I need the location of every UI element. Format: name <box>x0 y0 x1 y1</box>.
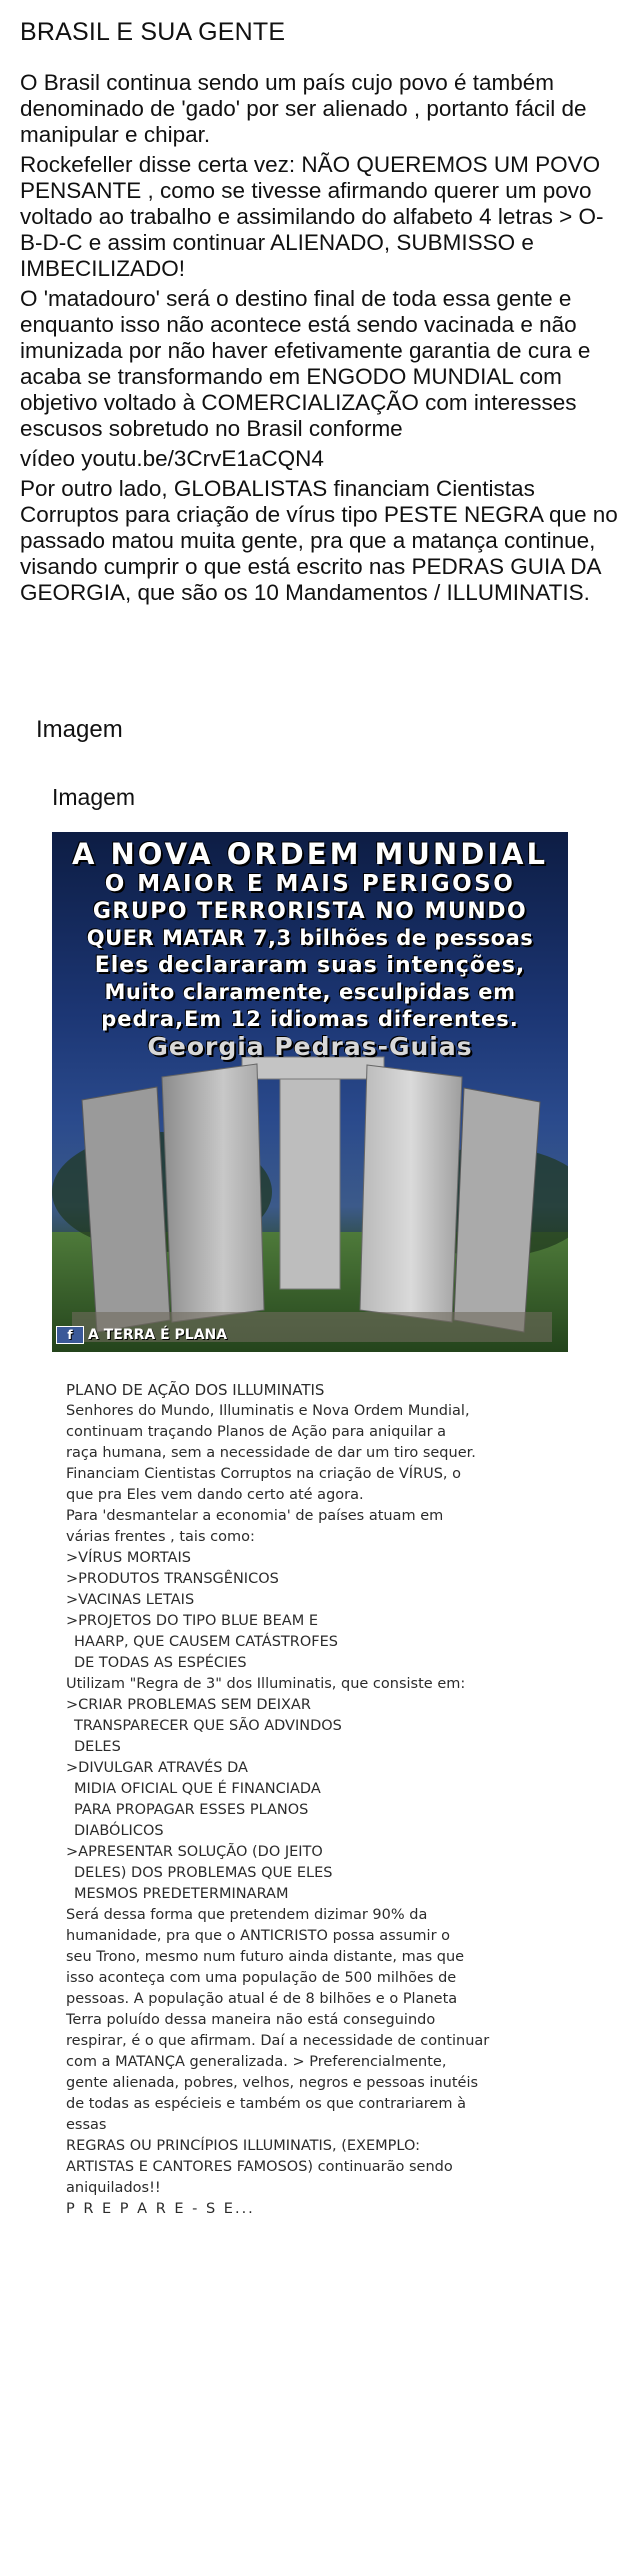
plan-line: PARA PROPAGAR ESSES PLANOS <box>74 1802 309 1818</box>
plan-line: com a MATANÇA generalizada. > Preferencialmente, <box>66 2054 447 2070</box>
paragraph-matadouro: O 'matadouro' será o destino final de toda essa gente e enquanto isso não acontece está sendo vacinada e não imunizada por não haver efetivamente garantia de cura e acaba se transformando em ENGODO MUNDIAL com objetivo voltado à COMERCIALIZAÇÃO com interesses escusos sobretudo no Brasil conforme <box>20 286 591 441</box>
plan-line: DELES <box>74 1739 121 1755</box>
plan-line: pessoas. A população atual é de 8 bilhões e o Planeta <box>66 1991 458 2007</box>
plan-line: Para 'desmantelar a economia' de países atuam em <box>66 1508 444 1524</box>
plan-line: Senhores do Mundo, Illuminatis e Nova Ordem Mundial, <box>66 1403 470 1419</box>
poster-line-6: Muito claramente, esculpidas em <box>104 980 516 1004</box>
paragraph-brasil: O Brasil continua sendo um país cujo povo é também denominado de 'gado' por ser alienado , portanto fácil de manipular e chipar. <box>20 70 587 147</box>
plan-line: >DIVULGAR ATRAVÉS DA <box>66 1760 248 1776</box>
plan-line: raça humana, sem a necessidade de dar um tiro sequer. <box>66 1445 476 1461</box>
plan-line: Terra poluído dessa maneira não está conseguindo <box>66 2012 436 2028</box>
video-link[interactable]: vídeo youtu.be/3CrvE1aCQN4 <box>20 446 324 471</box>
poster-line-7: pedra,Em 12 idiomas diferentes. <box>101 1007 519 1031</box>
paragraph-rockefeller: Rockefeller disse certa vez: NÃO QUEREMOS UM POVO PENSANTE , como se tivesse afirmando querer um povo voltado ao trabalho e assimilando do alfabeto 4 letras > O-B-D-C e assim continuar ALIENADO, SUBMISSO e IMBECILIZADO! <box>20 152 604 281</box>
plan-line: gente alienada, pobres, velhos, negros e pessoas inutéis <box>66 2075 479 2091</box>
plan-line: >VACINAS LETAIS <box>66 1592 195 1608</box>
poster-line-8: Georgia Pedras-Guias <box>147 1032 473 1061</box>
plan-line: isso aconteça com uma população de 500 milhões de <box>66 1970 457 1986</box>
poster-line-4: QUER MATAR 7,3 bilhões de pessoas <box>86 926 534 950</box>
post-body <box>20 70 625 610</box>
poster-line-3: GRUPO TERRORISTA NO MUNDO <box>92 899 528 924</box>
georgia-guidestones-poster <box>52 832 568 1352</box>
poster-line-2: O MAIOR E MAIS PERIGOSO <box>104 871 516 897</box>
paragraph-globalistas: Por outro lado, GLOBALISTAS financiam Cientistas Corruptos para criação de vírus tipo PESTE NEGRA que no passado matou muita gente, pra que a matança continue, visando cumprir o que está escrito nas PEDRAS GUIA DA GEORGIA, que são os 10 Mandamentos / ILLUMINATIS. <box>20 476 618 605</box>
plan-line: que pra Eles vem dando certo até agora. <box>66 1487 364 1503</box>
poster-watermark <box>56 1326 227 1344</box>
plan-line: MESMOS PREDETERMINARAM <box>74 1886 289 1902</box>
plan-line: humanidade, pra que o ANTICRISTO possa assumir o <box>66 1928 451 1944</box>
plan-line: DIABÓLICOS <box>74 1823 164 1839</box>
plan-line: >APRESENTAR SOLUÇÃO (DO JEITO <box>66 1844 323 1860</box>
prepare-line: P R E P A R E - S E... <box>66 2201 255 2217</box>
post-title: BRASIL E SUA GENTE <box>20 18 286 46</box>
image-label-2: Imagem <box>52 784 136 810</box>
plan-line: DELES) DOS PROBLEMAS QUE ELES <box>74 1865 333 1881</box>
plan-line: >CRIAR PROBLEMAS SEM DEIXAR <box>66 1697 311 1713</box>
plan-line: ARTISTAS E CANTORES FAMOSOS) continuarão sendo <box>66 2159 453 2175</box>
plan-line: seu Trono, mesmo num futuro ainda distante, mas que <box>66 1949 465 1965</box>
plan-line: TRANSPARECER QUE SÃO ADVINDOS <box>74 1718 342 1734</box>
plan-line: >PRODUTOS TRANSGÊNICOS <box>66 1571 279 1587</box>
plan-line: REGRAS OU PRINCÍPIOS ILLUMINATIS, (EXEMPLO: <box>66 2138 420 2154</box>
plan-line: MIDIA OFICIAL QUE É FINANCIADA <box>74 1781 321 1797</box>
plan-document <box>66 1380 506 2220</box>
plan-line: DE TODAS AS ESPÉCIES <box>74 1655 247 1671</box>
poster-caption <box>52 838 568 1060</box>
poster-line-1: A NOVA ORDEM MUNDIAL <box>72 837 548 871</box>
plan-line: >VÍRUS MORTAIS <box>66 1550 191 1566</box>
watermark-text: A TERRA É PLANA <box>88 1327 228 1343</box>
image-label-1: Imagem <box>36 716 123 743</box>
facebook-icon: f <box>56 1326 84 1344</box>
plan-line: Utilizam "Regra de 3" dos Illuminatis, que consiste em: <box>66 1676 466 1692</box>
plan-line: essas <box>66 2117 107 2133</box>
plan-line: várias frentes , tais como: <box>66 1529 255 1545</box>
plan-line: respirar, é o que afirmam. Daí a necessidade de continuar <box>66 2033 490 2049</box>
plan-line: Será dessa forma que pretendem dizimar 90% da <box>66 1907 428 1923</box>
plan-line: >PROJETOS DO TIPO BLUE BEAM E <box>66 1613 318 1629</box>
plan-line: continuam traçando Planos de Ação para aniquilar a <box>66 1424 447 1440</box>
plan-line: de todas as espécieis e também os que contrariarem à <box>66 2096 466 2112</box>
plan-line: HAARP, QUE CAUSEM CATÁSTROFES <box>74 1634 338 1650</box>
poster-line-5: Eles declararam suas intenções, <box>94 953 526 978</box>
plan-line: Financiam Cientistas Corruptos na criação de VÍRUS, o <box>66 1466 462 1482</box>
plan-title: PLANO DE AÇÃO DOS ILLUMINATIS <box>66 1381 325 1399</box>
plan-line: aniquilados!! <box>66 2180 161 2196</box>
